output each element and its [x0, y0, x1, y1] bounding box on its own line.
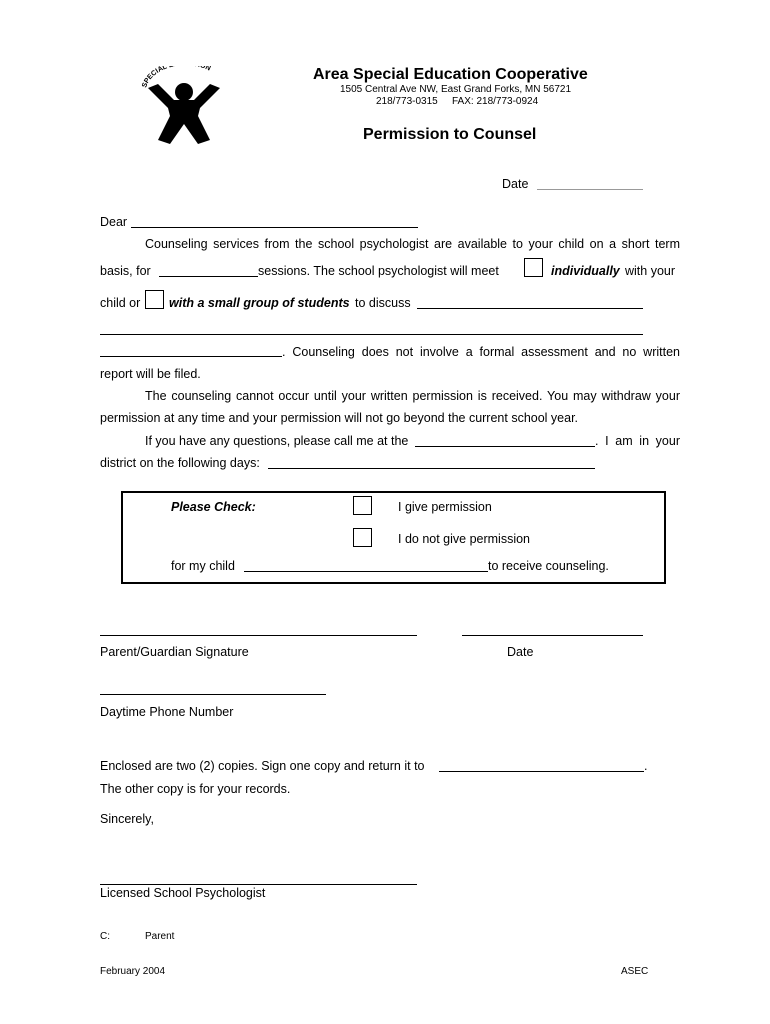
receive-counseling-label: to receive counseling.	[488, 559, 609, 573]
deny-permission-label: I do not give permission	[398, 532, 531, 546]
date-field[interactable]	[537, 189, 643, 190]
logo-figure-icon	[138, 66, 230, 146]
signature-date-field[interactable]	[462, 635, 643, 636]
please-check-label: Please Check:	[171, 500, 256, 514]
p1-counseling: . Counseling does not involve a formal assessment and no written	[282, 345, 680, 359]
svg-text:SPECIAL EDUCATION	[141, 66, 211, 89]
child-name-field[interactable]	[244, 571, 488, 572]
sessions-field[interactable]	[159, 276, 258, 277]
discuss-field-3[interactable]	[100, 356, 282, 357]
return-to-field[interactable]	[439, 771, 644, 772]
daytime-phone-field[interactable]	[100, 694, 326, 695]
deny-permission-checkbox[interactable]	[353, 528, 372, 547]
p1-child-or: child or	[100, 296, 141, 310]
p2-line2: permission at any time and your permission will not go beyond the current school year.	[100, 411, 579, 425]
cc-label: C:	[100, 931, 110, 942]
parent-signature-label: Parent/Guardian Signature	[100, 645, 249, 659]
p1-individually: individually	[551, 264, 620, 278]
p1-with-your: with your	[625, 264, 676, 278]
p1-basis: basis, for	[100, 264, 151, 278]
org-name: Area Special Education Cooperative	[313, 66, 588, 83]
psychologist-signature-field[interactable]	[100, 884, 417, 885]
discuss-field-1[interactable]	[417, 308, 643, 309]
org-phone: 218/773-0315	[376, 96, 438, 107]
for-child-label: for my child	[171, 559, 235, 573]
parent-signature-field[interactable]	[100, 635, 417, 636]
days-field[interactable]	[268, 468, 595, 469]
p3-line1: If you have any questions, please call me at the	[145, 434, 409, 448]
give-permission-checkbox[interactable]	[353, 496, 372, 515]
p1-line1: Counseling services from the school psychologist are available to your child on a short term	[145, 237, 680, 251]
date-label: Date	[502, 177, 529, 191]
phone-number-field[interactable]	[415, 446, 595, 447]
footer-date: February 2004	[100, 966, 166, 977]
other-copy-text: The other copy is for your records.	[100, 782, 291, 796]
p1-report: report will be filed.	[100, 367, 201, 381]
org-fax: FAX: 218/773-0924	[452, 96, 539, 107]
p1-sessions: sessions. The school psychologist will meet	[258, 264, 499, 278]
give-permission-label: I give permission	[398, 500, 492, 514]
logo-arc-text: SPECIAL ON	[141, 66, 212, 89]
page-title: Permission to Counsel	[363, 126, 537, 143]
group-checkbox[interactable]	[145, 290, 164, 309]
cc-value: Parent	[145, 931, 175, 942]
p1-to-discuss: to discuss	[355, 296, 411, 310]
dear-label: Dear	[100, 215, 128, 229]
individually-checkbox[interactable]	[524, 258, 543, 277]
org-address: 1505 Central Ave NW, East Grand Forks, MN 56721	[340, 84, 572, 95]
discuss-field-2[interactable]	[100, 334, 643, 335]
psychologist-label: Licensed School Psychologist	[100, 886, 266, 900]
p1-group: with a small group of students	[169, 296, 350, 310]
logo	[138, 66, 230, 146]
enclosed-period: .	[644, 759, 648, 773]
daytime-phone-label: Daytime Phone Number	[100, 705, 234, 719]
footer-code: ASEC	[621, 966, 649, 977]
p3-am-in: . I am in your	[595, 434, 680, 448]
recipient-field[interactable]	[131, 227, 418, 228]
signature-date-label: Date	[507, 645, 534, 659]
p2-line1: The counseling cannot occur until your written permission is received. You may withdraw your	[145, 389, 680, 403]
sincerely-text: Sincerely,	[100, 812, 154, 826]
p3-line2: district on the following days:	[100, 456, 260, 470]
enclosed-text: Enclosed are two (2) copies. Sign one copy and return it to	[100, 759, 425, 773]
